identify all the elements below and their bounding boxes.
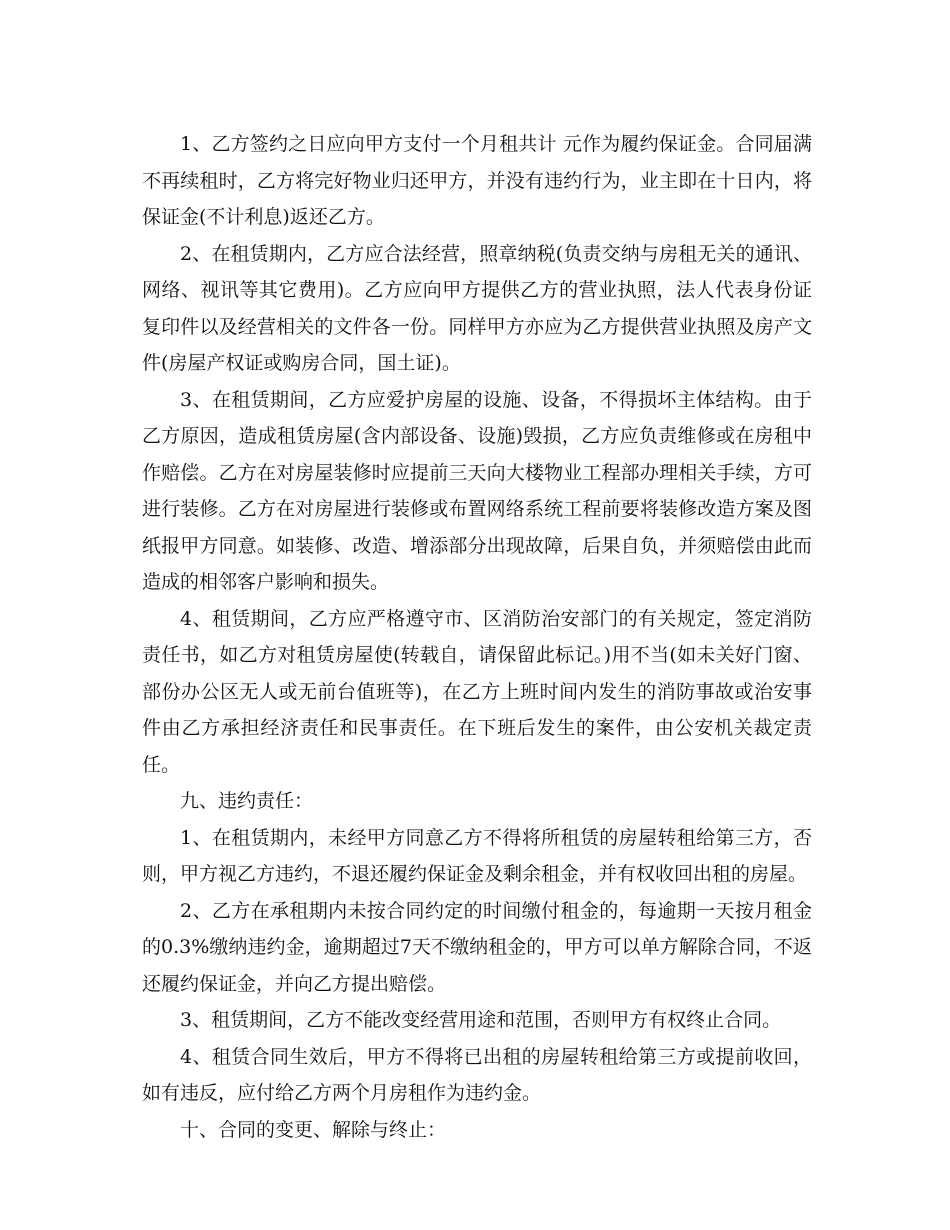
section-heading-breach: 九、违约责任： [180, 790, 314, 812]
paragraph-legal-operation: 2、在租赁期内，乙方应合法经营，照章纳税(负责交纳与房租无关的通讯、网络、视讯等其它费用)。乙方应向甲方提供乙方的营业执照，法人代表身份证复印件以及经营相关的文件各一份。同样甲方亦应为乙方提供营业执照及房产文件(房屋产权证或购房合同，国土证)。 [142, 242, 812, 374]
paragraph-lessor-breach: 4、租赁合同生效后，甲方不得将已出租的房屋转租给第三方或提前收回，如有违反，应付给乙方两个月房租作为违约金。 [142, 1045, 812, 1104]
paragraph-sublet-breach: 1、在租赁期内，未经甲方同意乙方不得将所租赁的房屋转租给第三方，否则，甲方视乙方违约，不退还履约保证金及剩余租金，并有权收回出租的房屋。 [142, 826, 812, 885]
paragraph-fire-safety: 4、租赁期间，乙方应严格遵守市、区消防治安部门的有关规定，签定消防责任书，如乙方对租赁房屋使(转载自，请保留此标记。)用不当(如未关好门窗、部份办公区无人或无前台值班等)，在乙方上班时间内发生的消防事故或治安事件由乙方承担经济责任和民事责任。在下班后发生的案件，由公安机关裁定责任。 [142, 607, 812, 776]
section-heading-termination: 十、合同的变更、解除与终止： [180, 1118, 447, 1141]
paragraph-facility-care: 3、在租赁期间，乙方应爱护房屋的设施、设备，不得损坏主体结构。由于乙方原因，造成租赁房屋(含内部设备、设施)毁损，乙方应负责维修或在房租中作赔偿。乙方在对房屋装修时应提前三天向大楼物业工程部办理相关手续，方可进行装修。乙方在对房屋进行装修或布置网络系统工程前要将装修改造方案及图纸报甲方同意。如装修、改造、增添部分出现故障，后果自负，并须赔偿由此而造成的相邻客户影响和损失。 [142, 388, 812, 593]
paragraph-deposit: 1、乙方签约之日应向甲方支付一个月租共计 元作为履约保证金。合同届满不再续租时，乙方将完好物业归还甲方，并没有违约行为，业主即在十日内，将保证金(不计利息)返还乙方。 [142, 133, 812, 228]
document-body [142, 126, 812, 1148]
paragraph-late-payment: 2、乙方在承租期内未按合同约定的时间缴付租金的，每逾期一天按月租金的0.3%缴纳违约金，逾期超过7天不缴纳租金的，甲方可以单方解除合同，不返还履约保证金，并向乙方提出赔偿。 [142, 899, 812, 995]
paragraph-usage-change: 3、租赁期间，乙方不能改变经营用途和范围，否则甲方有权终止合同。 [180, 1009, 782, 1031]
